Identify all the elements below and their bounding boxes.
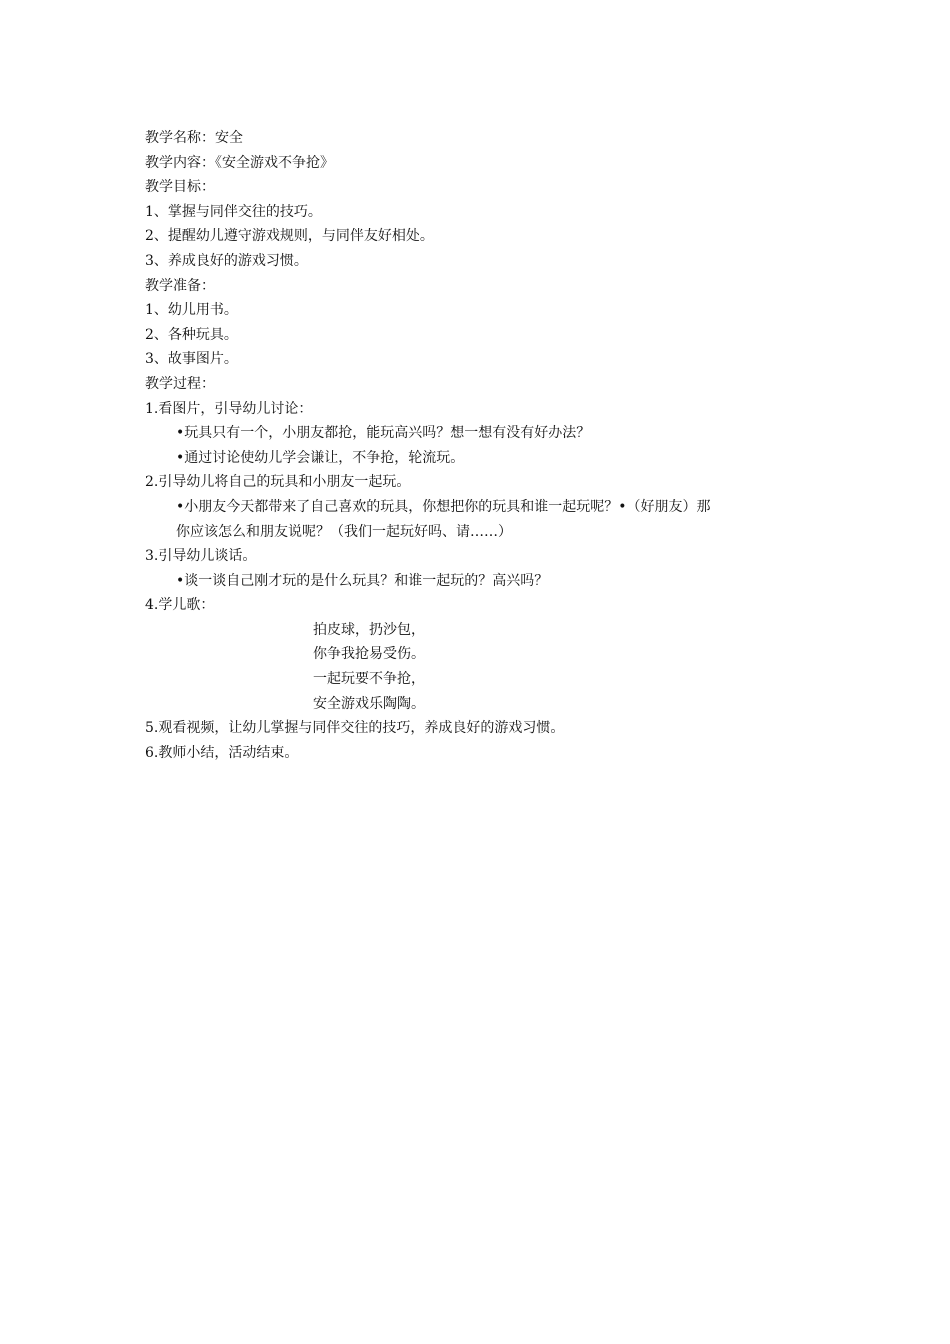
goals-heading: 教学目标： <box>145 179 215 196</box>
process-heading: 教学过程： <box>145 375 215 392</box>
process-step: 5.观看视频，让幼儿掌握与同伴交往的技巧，养成良好的游戏习惯。 <box>145 720 565 737</box>
teaching-content: 教学内容：《安全游戏不争抢》 <box>145 154 334 171</box>
goal-item: 1、掌握与同伴交往的技巧。 <box>145 203 322 220</box>
poem-line: 你争我抢易受伤。 <box>313 646 425 663</box>
poem-line: 一起玩要不争抢， <box>313 671 425 688</box>
process-bullet: •玩具只有一个，小朋友都抢，能玩高兴吗？想一想有没有好办法？ <box>176 425 591 442</box>
preparation-heading: 教学准备： <box>145 277 215 294</box>
process-bullet-continuation: 你应该怎么和朋友说呢？（我们一起玩好吗、请……） <box>176 523 512 540</box>
process-bullet: •谈一谈自己刚才玩的是什么玩具？和谁一起玩的？高兴吗？ <box>176 572 549 589</box>
poem-line: 安全游戏乐陶陶。 <box>313 695 425 712</box>
preparation-item: 2、各种玩具。 <box>145 326 238 343</box>
goal-item: 3、养成良好的游戏习惯。 <box>145 252 308 269</box>
process-bullet: •通过讨论使幼儿学会谦让，不争抢，轮流玩。 <box>176 449 465 466</box>
goal-item: 2、提醒幼儿遵守游戏规则，与同伴友好相处。 <box>145 228 434 245</box>
teaching-name: 教学名称：安全 <box>145 130 243 146</box>
process-step: 1.看图片，引导幼儿讨论： <box>145 400 313 417</box>
poem-line: 拍皮球，扔沙包， <box>313 621 425 638</box>
process-step: 2.引导幼儿将自己的玩具和小朋友一起玩。 <box>145 474 411 491</box>
preparation-item: 1、幼儿用书。 <box>145 302 238 319</box>
preparation-item: 3、故事图片。 <box>145 351 238 368</box>
process-step: 3.引导幼儿谈话。 <box>145 548 257 565</box>
document-body <box>145 126 825 765</box>
process-step: 6.教师小结，活动结束。 <box>145 744 299 761</box>
process-bullet: •小朋友今天都带来了自己喜欢的玩具，你想把你的玩具和谁一起玩呢？•（好朋友）那 <box>176 498 711 515</box>
process-step: 4.学儿歌： <box>145 597 215 614</box>
